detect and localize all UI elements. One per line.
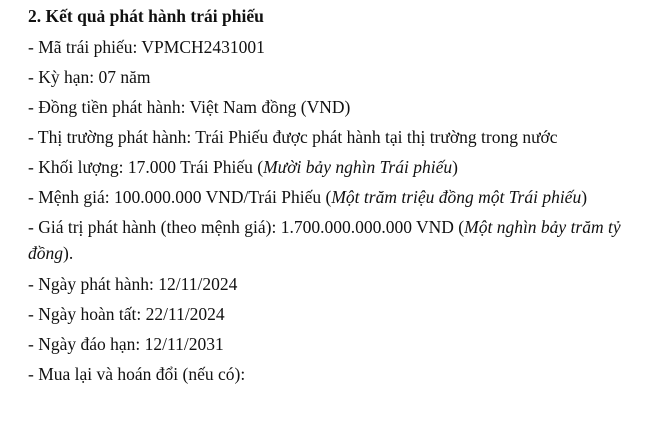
volume-text: - Khối lượng: 17.000 Trái Phiếu ( (28, 157, 264, 177)
issue-value-words: Một nghìn bảy trăm tỷ đồng (28, 217, 621, 263)
face-value-line (28, 186, 587, 208)
market-line: - Thị trường phát hành: Trái Phiếu được phát hành tại thị trường trong nước (28, 127, 558, 147)
issue-date-line: - Ngày phát hành: 12/11/2024 (28, 274, 238, 294)
volume-line (28, 156, 458, 178)
maturity-date-line: - Ngày đáo hạn: 12/11/2031 (28, 334, 224, 354)
face-value-text: - Mệnh giá: 100.000.000 VND/Trái Phiếu ( (28, 187, 332, 207)
completion-date-line: - Ngày hoàn tất: 22/11/2024 (28, 304, 225, 324)
issue-value-text: - Giá trị phát hành (theo mệnh giá): 1.700.000.000.000 VND ( (28, 217, 465, 237)
face-value-words: Một trăm triệu đồng một Trái phiếu (331, 187, 582, 207)
volume-words: Mười bảy nghìn Trái phiếu (263, 157, 453, 177)
bond-code-line: - Mã trái phiếu: VPMCH2431001 (28, 37, 265, 57)
issue-value-close: ). (63, 243, 74, 263)
issue-value-line (28, 214, 660, 266)
term-line: - Kỳ hạn: 07 năm (28, 67, 151, 87)
buyback-line: - Mua lại và hoán đổi (nếu có): (28, 364, 246, 384)
section-heading: 2. Kết quả phát hành trái phiếu (28, 6, 264, 26)
face-value-close: ) (581, 187, 588, 207)
volume-close: ) (452, 157, 458, 177)
currency-line: - Đồng tiền phát hành: Việt Nam đồng (VND) (28, 97, 351, 117)
